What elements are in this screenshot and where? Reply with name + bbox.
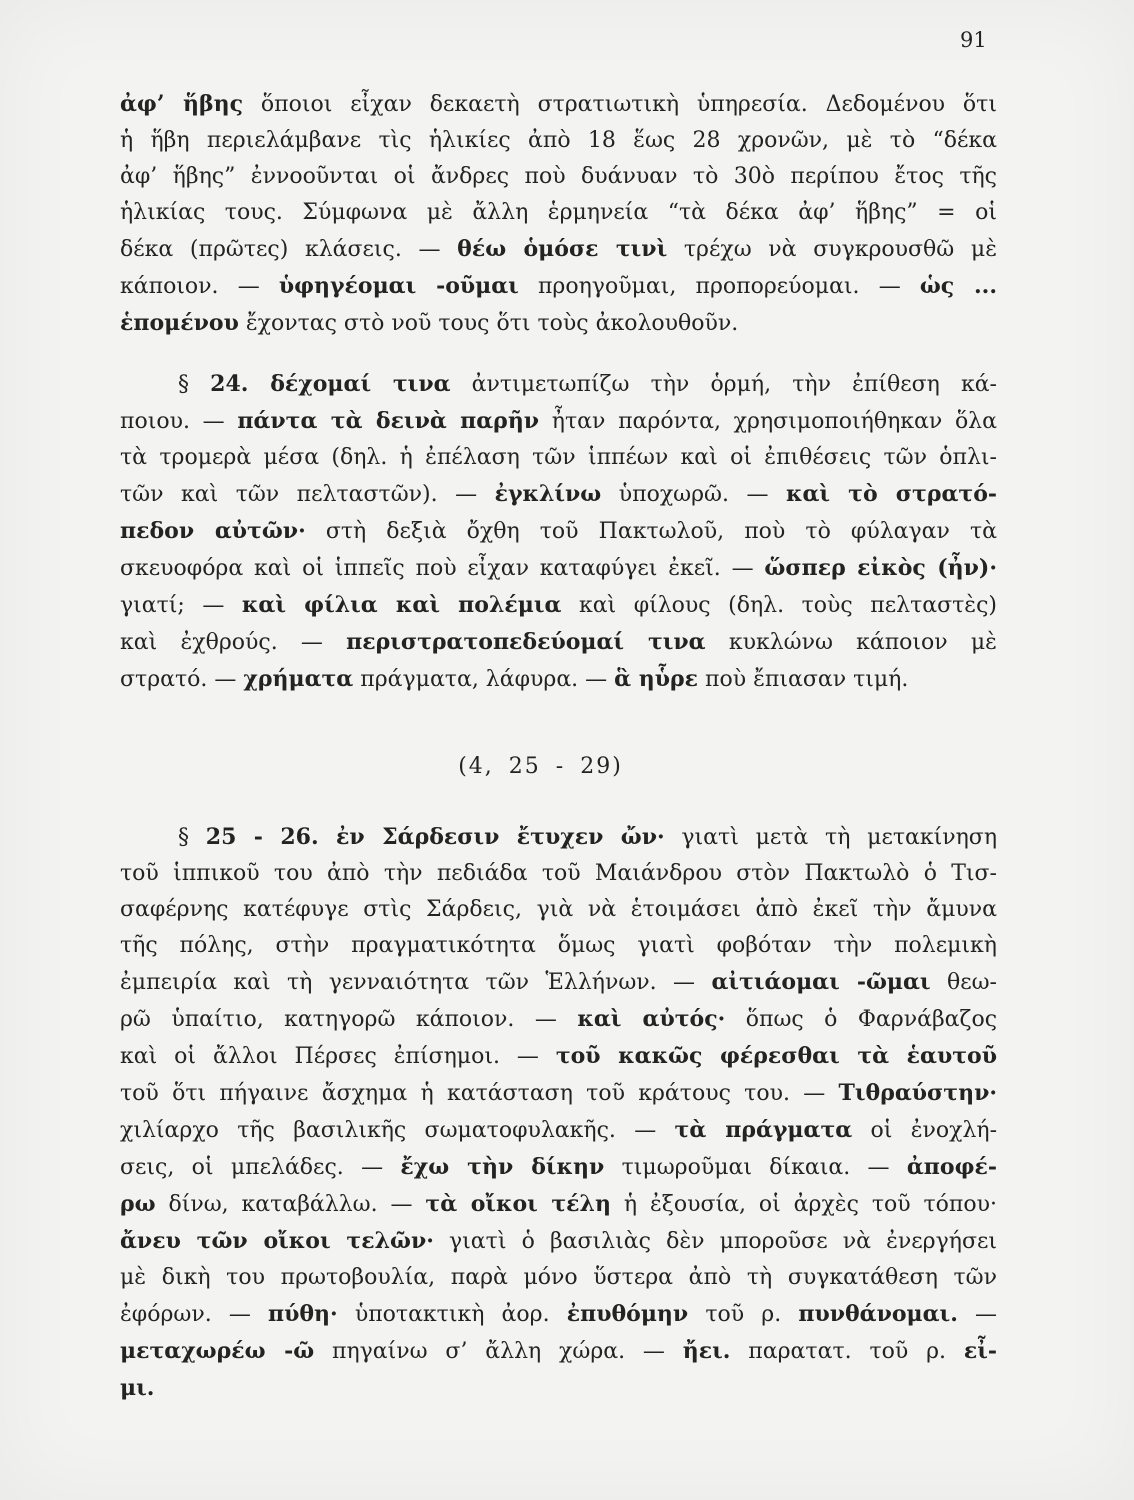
gloss-text: τῶν καὶ τῶν πελταστῶν). —: [120, 482, 495, 507]
gloss-text: προηγοῦμαι, προπορεύομαι. —: [518, 274, 920, 299]
lemma-term: ἀποφέ-: [906, 1154, 997, 1180]
lemma-term: ἄνευ τῶν οἴκοι τελῶν·: [120, 1228, 434, 1254]
lemma-term: αἰτιάομαι -ῶμαι: [711, 969, 931, 995]
gloss-text: παρατατ. τοῦ ρ.: [730, 1339, 964, 1364]
text-line: [120, 550, 997, 587]
gloss-text: ποιου. —: [120, 409, 238, 434]
lemma-term: ἑπομένου: [120, 310, 239, 336]
text-line: [120, 1149, 997, 1186]
gloss-text: δέκα (πρῶτες) κλάσεις. —: [120, 237, 458, 262]
lemma-term: ἀφ’ ἥβης: [120, 91, 244, 117]
text-line: [120, 1038, 997, 1075]
text-line: [120, 159, 997, 195]
text-line: [120, 305, 997, 342]
lemma-term: ἤει.: [682, 1338, 731, 1364]
gloss-text: ρῶ ὑπαίτιο, κατηγορῶ κάποιον. —: [120, 1007, 578, 1032]
gloss-text: ἦταν παρόντα, χρησιμοποιήθηκαν ὅλα: [539, 409, 997, 434]
text-line: [120, 624, 997, 661]
gloss-text: καὶ οἱ ἄλλοι Πέρσες ἐπίσημοι. —: [120, 1044, 556, 1069]
lemma-term: θέω ὁμόσε τινὶ: [457, 236, 668, 262]
text-line: [120, 1296, 997, 1333]
gloss-text: ἐφόρων. —: [120, 1302, 268, 1327]
text-line: [120, 1112, 997, 1149]
page-number: 91: [960, 28, 987, 52]
lemma-term: καὶ φίλια καὶ πολέμια: [241, 592, 562, 618]
text-line: [120, 268, 997, 305]
gloss-text: σκευοφόρα καὶ οἱ ἱππεῖς ποὺ εἶχαν καταφύγει ἐκεῖ. —: [120, 556, 765, 581]
lemma-term: μι.: [120, 1375, 155, 1401]
gloss-text: §: [178, 372, 211, 397]
text-line: [120, 123, 997, 159]
gloss-text: τῆς πόλης, στὴν πραγματικότητα ὅμως γιατὶ φοβόταν τὴν πολεμικὴ: [120, 933, 997, 958]
gloss-text: σαφέρνης κατέφυγε στὶς Σάρδεις, γιὰ νὰ ἑτοιμάσει ἀπὸ ἐκεῖ τὴν ἄμυνα: [120, 897, 997, 922]
lemma-term: καὶ αὐτός·: [577, 1006, 726, 1032]
gloss-text: ἀντιμετωπίζω τὴν ὁρμή, τὴν ἐπίθεση κά-: [450, 372, 997, 397]
gloss-text: καὶ φίλους (δηλ. τοὺς πελταστὲς): [561, 593, 997, 618]
text-line: [120, 1370, 997, 1407]
gloss-text: §: [178, 825, 206, 850]
lemma-term: ἔχω τὴν δίκην: [400, 1154, 605, 1180]
text-line: [120, 1001, 997, 1038]
gloss-text: τοῦ ὅτι πήγαινε ἄσχημα ἡ κατάσταση τοῦ κράτους του. —: [120, 1081, 839, 1106]
text-line: [120, 1223, 997, 1260]
gloss-text: ἔχοντας στὸ νοῦ τους ὅτι τοὺς ἀκολουθοῦν.: [238, 311, 739, 336]
gloss-text: ἡ ἐξουσία, οἱ ἀρχὲς τοῦ τόπου·: [610, 1192, 997, 1217]
lemma-term: Τιθραύστην·: [838, 1080, 997, 1106]
text-block: [120, 86, 997, 1407]
text-line: [120, 819, 997, 856]
lemma-term: ἃ ηὗρε: [614, 666, 699, 692]
gloss-text: ὅποιοι εἶχαν δεκαετὴ στρατιωτικὴ ὑπηρεσία. Δεδομένου ὅτι: [243, 92, 997, 117]
gloss-text: μὲ δικὴ του πρωτοβουλία, παρὰ μόνο ὕστερα ἀπὸ τὴ συγκατάθεση τῶν: [120, 1265, 997, 1290]
lemma-term: ὑφηγέομαι -οῦμαι: [278, 273, 519, 299]
lemma-term: 25 - 26. ἐν Σάρδεσιν ἔτυχεν ὤν·: [205, 824, 665, 850]
text-line: [120, 892, 997, 928]
commentary-paragraph-continued: [120, 86, 997, 342]
gloss-text: ποὺ ἔπιασαν τιμή.: [698, 667, 909, 692]
gloss-text: ἐμπειρία καὶ τὴ γενναιότητα τῶν Ἑλλήνων. —: [120, 970, 712, 995]
gloss-text: θεω-: [930, 970, 997, 995]
text-line: [120, 86, 997, 123]
gloss-text: ὑποτακτικὴ ἀορ.: [337, 1302, 567, 1327]
text-line: [120, 1260, 997, 1296]
text-line: [120, 403, 997, 440]
gloss-text: στρατό. —: [120, 667, 244, 692]
gloss-text: πηγαίνω σ’ ἄλλη χώρα. —: [314, 1339, 683, 1364]
gloss-text: στὴ δεξιὰ ὄχθη τοῦ Πακτωλοῦ, ποὺ τὸ φύλαγαν τὰ: [305, 519, 997, 544]
text-line: [120, 928, 997, 964]
gloss-text: δίνω, καταβάλλω. —: [155, 1192, 426, 1217]
gloss-text: κυκλώνω κάποιον μὲ: [705, 630, 997, 655]
lemma-term: εἶ-: [963, 1338, 997, 1364]
text-line: [120, 587, 997, 624]
gloss-text: τὰ τρομερὰ μέσα (δηλ. ἡ ἐπέλαση τῶν ἱππέων καὶ οἱ ἐπιθέσεις τῶν ὁπλι-: [120, 445, 997, 470]
text-line: [120, 856, 997, 892]
gloss-text: ἡ ἥβη περιελάμβανε τὶς ἡλικίες ἀπὸ 18 ἕως 28 χρονῶν, μὲ τὸ “δέκα: [120, 128, 997, 153]
gloss-text: κάποιον. —: [120, 274, 279, 299]
lemma-term: χρήματα: [243, 666, 354, 692]
lemma-term: πυνθάνομαι.: [798, 1301, 958, 1327]
lemma-term: ὡς ...: [919, 273, 997, 299]
lemma-term: καὶ τὸ στρατό-: [785, 481, 998, 507]
lemma-term: τοῦ κακῶς φέρεσθαι τὰ ἑαυτοῦ: [555, 1043, 997, 1069]
text-line: [120, 1333, 997, 1370]
gloss-text: —: [957, 1302, 998, 1327]
lemma-term: πύθη·: [267, 1301, 338, 1327]
text-line: [120, 661, 997, 698]
text-line: [120, 1075, 997, 1112]
gloss-text: τρέχω νὰ συγκρουσθῶ μὲ: [667, 237, 997, 262]
text-line: [120, 366, 997, 403]
gloss-text: γιατὶ μετὰ τὴ μετακίνηση: [664, 825, 997, 850]
gloss-text: τοῦ ἱππικοῦ του ἀπὸ τὴν πεδιάδα τοῦ Μαιάνδρου στὸν Πακτωλὸ ὁ Τισ-: [120, 861, 997, 886]
gloss-text: τοῦ ρ.: [688, 1302, 799, 1327]
lemma-term: περιστρατοπεδεύομαί τινα: [346, 629, 706, 655]
text-line: [120, 476, 997, 513]
gloss-text: γιατί; —: [120, 593, 242, 618]
gloss-text: σεις, οἱ μπελάδες. —: [120, 1155, 401, 1180]
lemma-term: πεδον αὐτῶν·: [120, 518, 306, 544]
lemma-term: τὰ πράγματα: [674, 1117, 853, 1143]
lemma-term: 24. δέχομαί τινα: [210, 371, 451, 397]
lemma-term: πάντα τὰ δεινὰ παρῆν: [237, 408, 540, 434]
gloss-text: ὑποχωρῶ. —: [601, 482, 786, 507]
commentary-paragraph-24: [120, 366, 997, 698]
text-line: [120, 440, 997, 476]
commentary-paragraph-25-26: [120, 819, 997, 1407]
lemma-term: ἐγκλίνω: [494, 481, 602, 507]
text-line: [120, 231, 997, 268]
lemma-term: μεταχωρέω -ῶ: [120, 1338, 315, 1364]
text-line: [120, 1186, 997, 1223]
gloss-text: χιλίαρχο τῆς βασιλικῆς σωματοφυλακῆς. —: [120, 1118, 675, 1143]
lemma-term: ὥσπερ εἰκὸς (ἦν)·: [764, 555, 997, 581]
section-heading: (4, 25 - 29): [458, 754, 623, 779]
gloss-text: ἡλικίας τους. Σύμφωνα μὲ ἄλλη ἑρμηνεία “τὰ δέκα ἀφ’ ἥβης” = οἱ: [120, 200, 997, 225]
lemma-term: ἐπυθόμην: [566, 1301, 689, 1327]
text-line: [120, 513, 997, 550]
text-line: [120, 195, 997, 231]
gloss-text: γιατὶ ὁ βασιλιὰς δὲν μποροῦσε νὰ ἐνεργήσει: [433, 1229, 997, 1254]
gloss-text: ἀφ’ ἥβης” ἐννοοῦνται οἱ ἄνδρες ποὺ δυάνυαν τὸ 30ὸ περίπου ἔτος τῆς: [120, 164, 997, 189]
text-line: [120, 964, 997, 1001]
lemma-term: τὰ οἴκοι τέλη: [425, 1191, 611, 1217]
gloss-text: ὅπως ὁ Φαρνάβαζος: [725, 1007, 998, 1032]
gloss-text: τιμωροῦμαι δίκαια. —: [604, 1155, 907, 1180]
lemma-term: ρω: [120, 1191, 156, 1217]
gloss-text: οἱ ἐνοχλή-: [852, 1118, 998, 1143]
gloss-text: πράγματα, λάφυρα. —: [353, 667, 615, 692]
gloss-text: καὶ ἐχθρούς. —: [120, 630, 347, 655]
